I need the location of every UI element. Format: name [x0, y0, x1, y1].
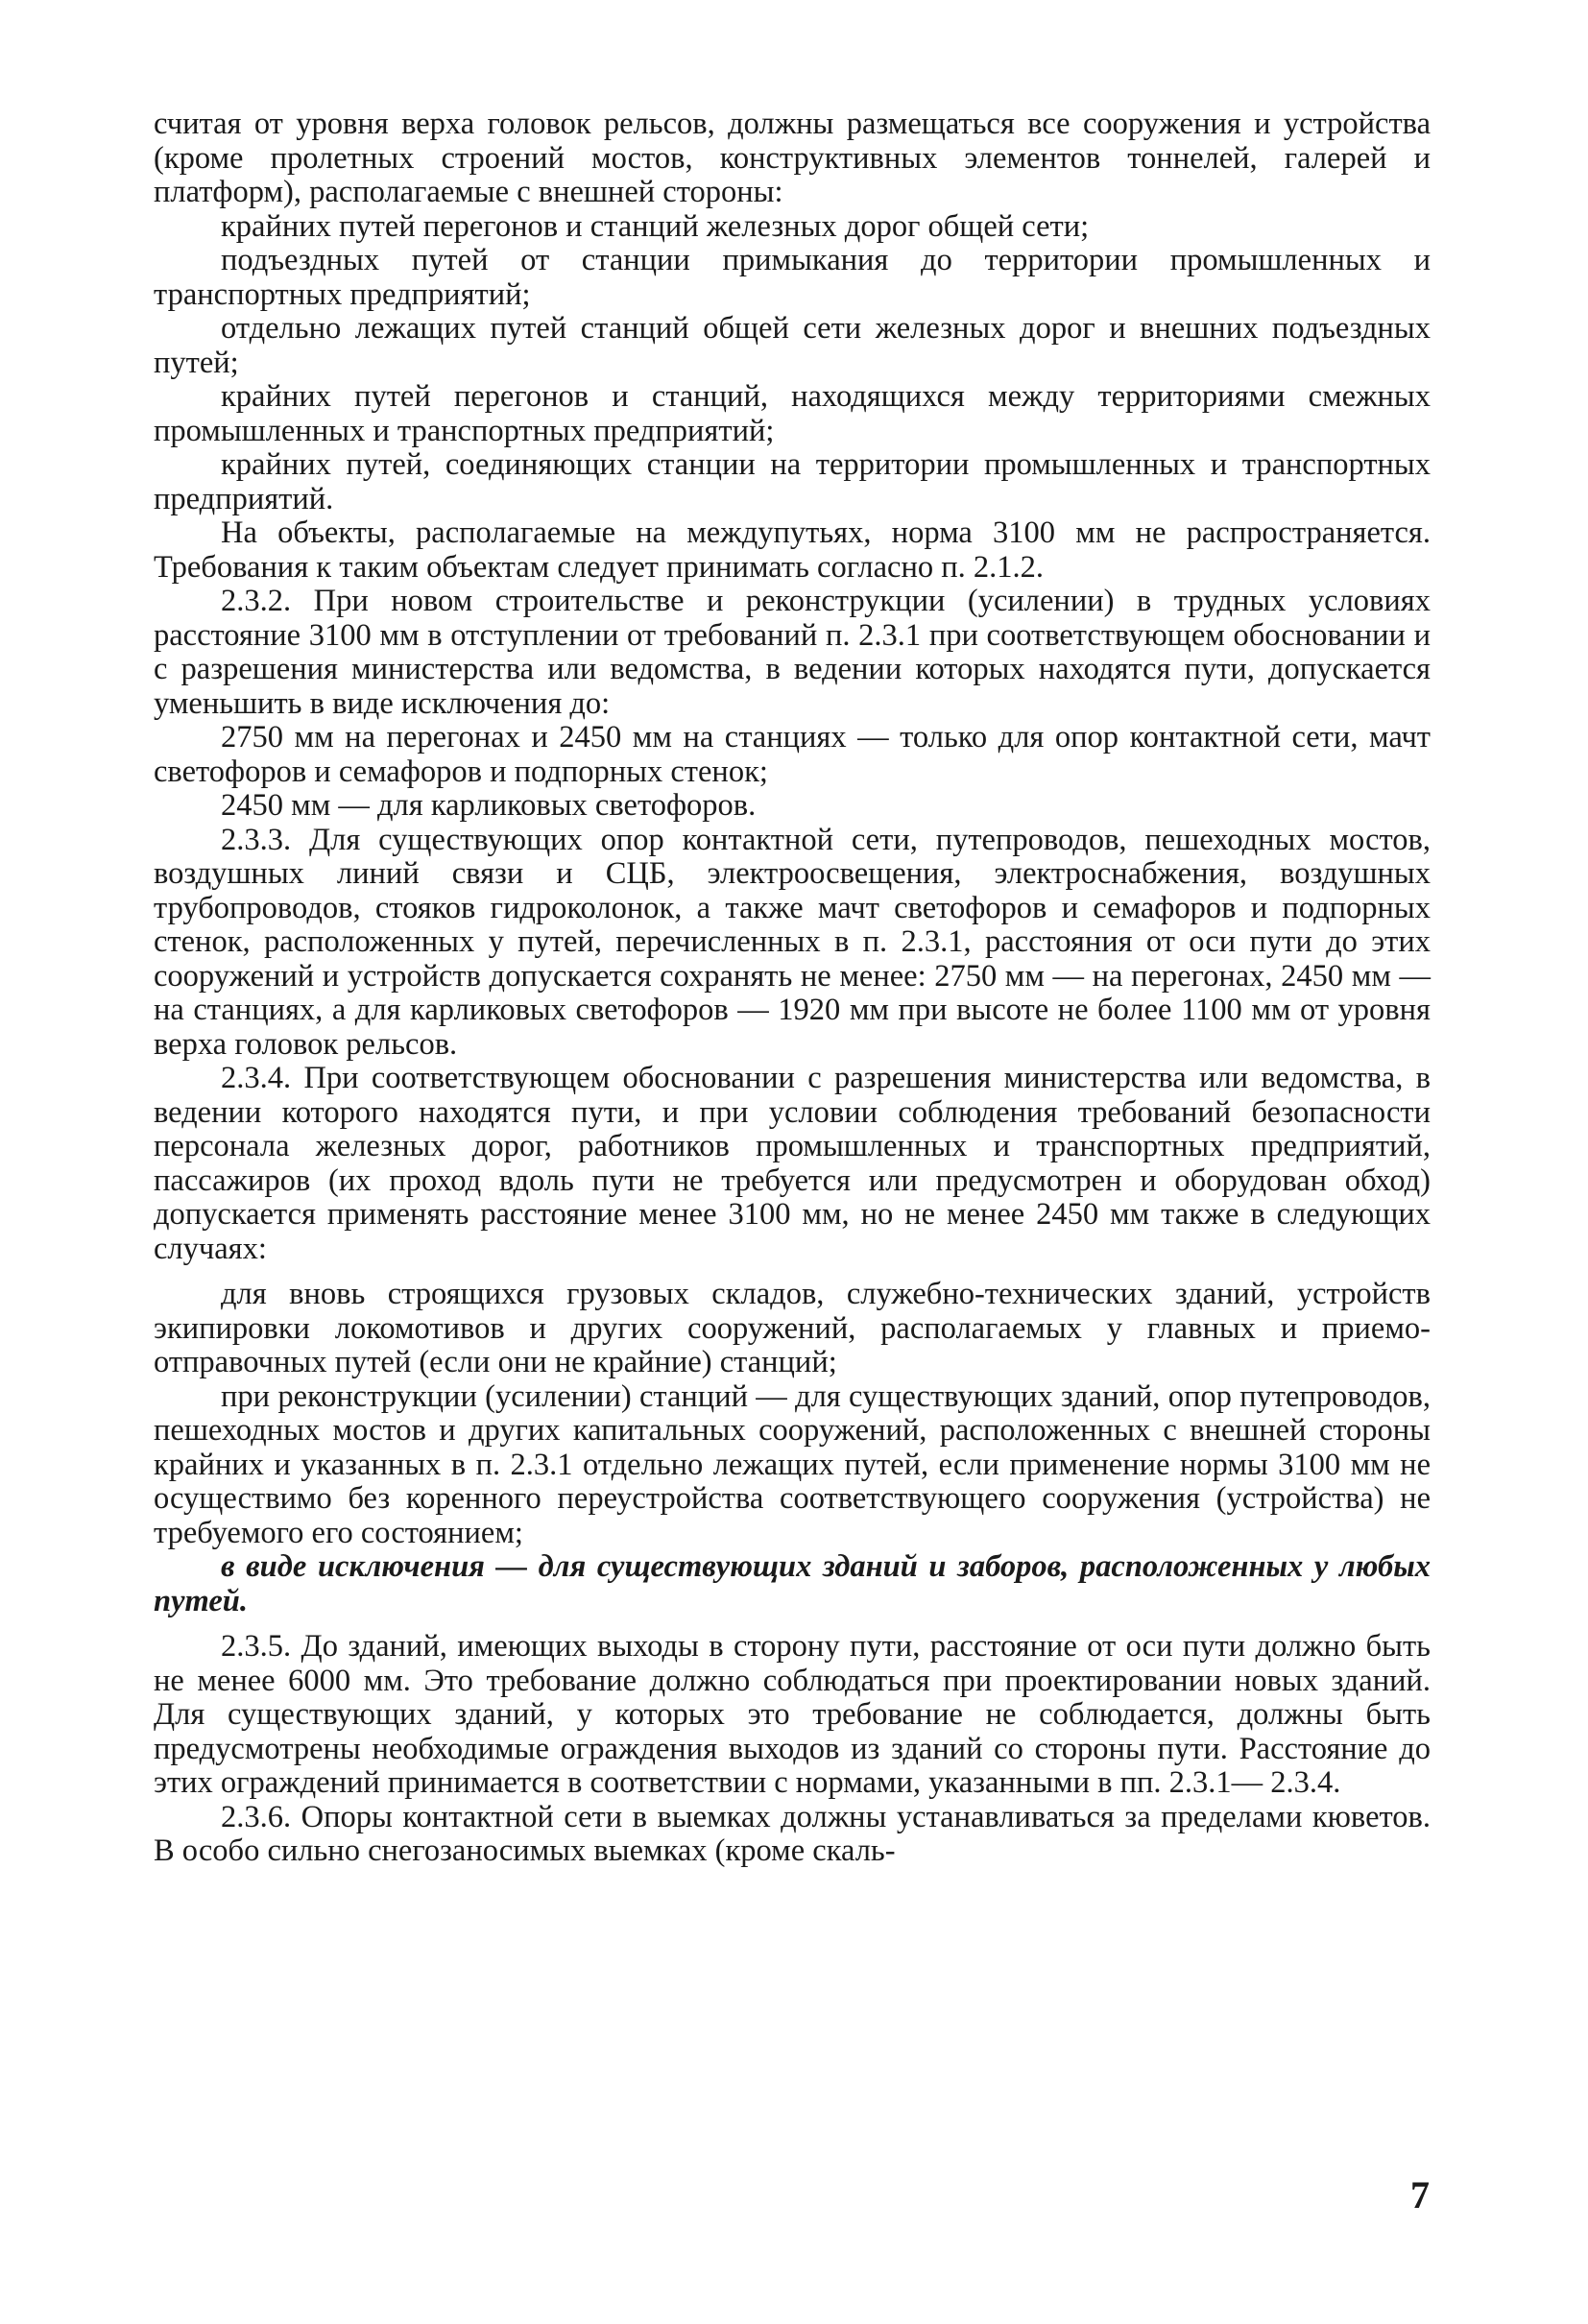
document-body [154, 108, 1431, 1869]
list-item-connecting-tracks: крайних путей, соединяющих станции на территории промышленных и транспортных предприятий. [154, 447, 1431, 516]
list-item-adjacent-enterprises: крайних путей перегонов и станций, находящихся между территориями смежных промышленных и транспортных предприятий; [154, 379, 1431, 448]
list-item-extreme-tracks: крайних путей перегонов и станций железных дорог общей сети; [221, 208, 1090, 244]
section-2-3-4-item-3 [154, 1550, 1431, 1618]
section-2-3-2-item-2: 2450 мм — для карликовых светофоров. [221, 788, 757, 823]
section-2-3-4: 2.3.4. При соответствующем обосновании с разрешения министерства или ведомства, в ведении которого находятся пути, и при условии соблюдения требований безопасности персонала железных дорог, работников промышленных и транспортных предприятий, пассажиров (их проход вдоль пути не требуется или предусмотрен и оборудован обход) допускается применять расстояние менее 3100 мм, но не менее 2450 мм также в следующих случаях: [154, 1061, 1431, 1266]
section-2-3-6: 2.3.6. Опоры контактной сети в выемках должны устанавливаться за пределами кюветов. В особо сильно снегозаносимых выемках (кроме скаль- [154, 1799, 1431, 1868]
section-2-3-2-item-1: 2750 мм на перегонах и 2450 мм на станциях — только для опор контактной сети, мачт светофоров и семафоров и подпорных стенок; [154, 720, 1431, 789]
section-2-3-2: 2.3.2. При новом строительстве и реконструкции (усилении) в трудных условиях расстояние 3100 мм в отступлении от требований п. 2.3.1 при соответствующем обосновании и с разрешения министерства или ведомства, в ведении которых находятся пути, допускается уменьшить в виде исключения до: [154, 584, 1431, 721]
list-item-separate-tracks: отдельно лежащих путей станций общей сети железных дорог и внешних подъездных путей; [154, 311, 1431, 380]
list-item-access-tracks: подъездных путей от станции примыкания до территории промышленных и транспортных предприятий; [154, 243, 1431, 312]
paragraph-continuation: считая от уровня верха головок рельсов, должны размещаться все сооружения и устройства (кроме пролетных строений мостов, конструктивных элементов тоннелей, галерей и платформ), располагаемые с внешней стороны: [154, 107, 1431, 209]
section-2-3-5: 2.3.5. До зданий, имеющих выходы в сторону пути, расстояние от оси пути должно быть не менее 6000 мм. Это требование должно соблюдаться при проектировании новых зданий. Для существующих зданий, у которых это требование не соблюдается, должны быть предусмотрены необходимые ограждения выходов из зданий со стороны пути. Расстояние до этих ограждений принимается в соответствии с нормами, указанными в пп. 2.3.1— 2.3.4. [154, 1629, 1431, 1800]
page-number: 7 [1410, 2173, 1430, 2216]
paragraph-interspace-objects: На объекты, располагаемые на междупутьях, норма 3100 мм не распространяется. Требования к таким объектам следует принимать согласно п. 2.1.2. [154, 515, 1431, 585]
section-2-3-3: 2.3.3. Для существующих опор контактной сети, путепроводов, пешеходных мостов, воздушных линий связи и СЦБ, электроосвещения, электроснабжения, воздушных трубопроводов, стояков гидроколонок, а также мачт светофоров и семафоров и подпорных стенок, расположенных у путей, перечисленных в п. 2.3.1, расстояния от оси пути до этих сооружений и устройств допускается сохранять не менее: 2750 мм — на перегонах, 2450 мм — на станциях, а для карликовых светофоров — 1920 мм при высоте не более 1100 мм от уровня верха головок рельсов. [154, 822, 1431, 1062]
section-2-3-4-item-1: для вновь строящихся грузовых складов, служебно-технических зданий, устройств экипировки локомотивов и других сооружений, располагаемых у главных и приемо-отправочных путей (если они не крайние) станций; [154, 1277, 1431, 1379]
italic-exception-text: в виде исключения — для существующих зданий и заборов, расположенных у любых путей. [154, 1549, 1431, 1618]
section-2-3-4-item-2: при реконструкции (усилении) станций — для существующих зданий, опор путепроводов, пешеходных мостов и других капитальных сооружений, расположенных с внешней стороны крайних и указанных в п. 2.3.1 отдельно лежащих путей, если применение нормы 3100 мм не осуществимо без коренного переустройства соответствующего сооружения (устройства) не требуемого его состоянием; [154, 1378, 1431, 1550]
